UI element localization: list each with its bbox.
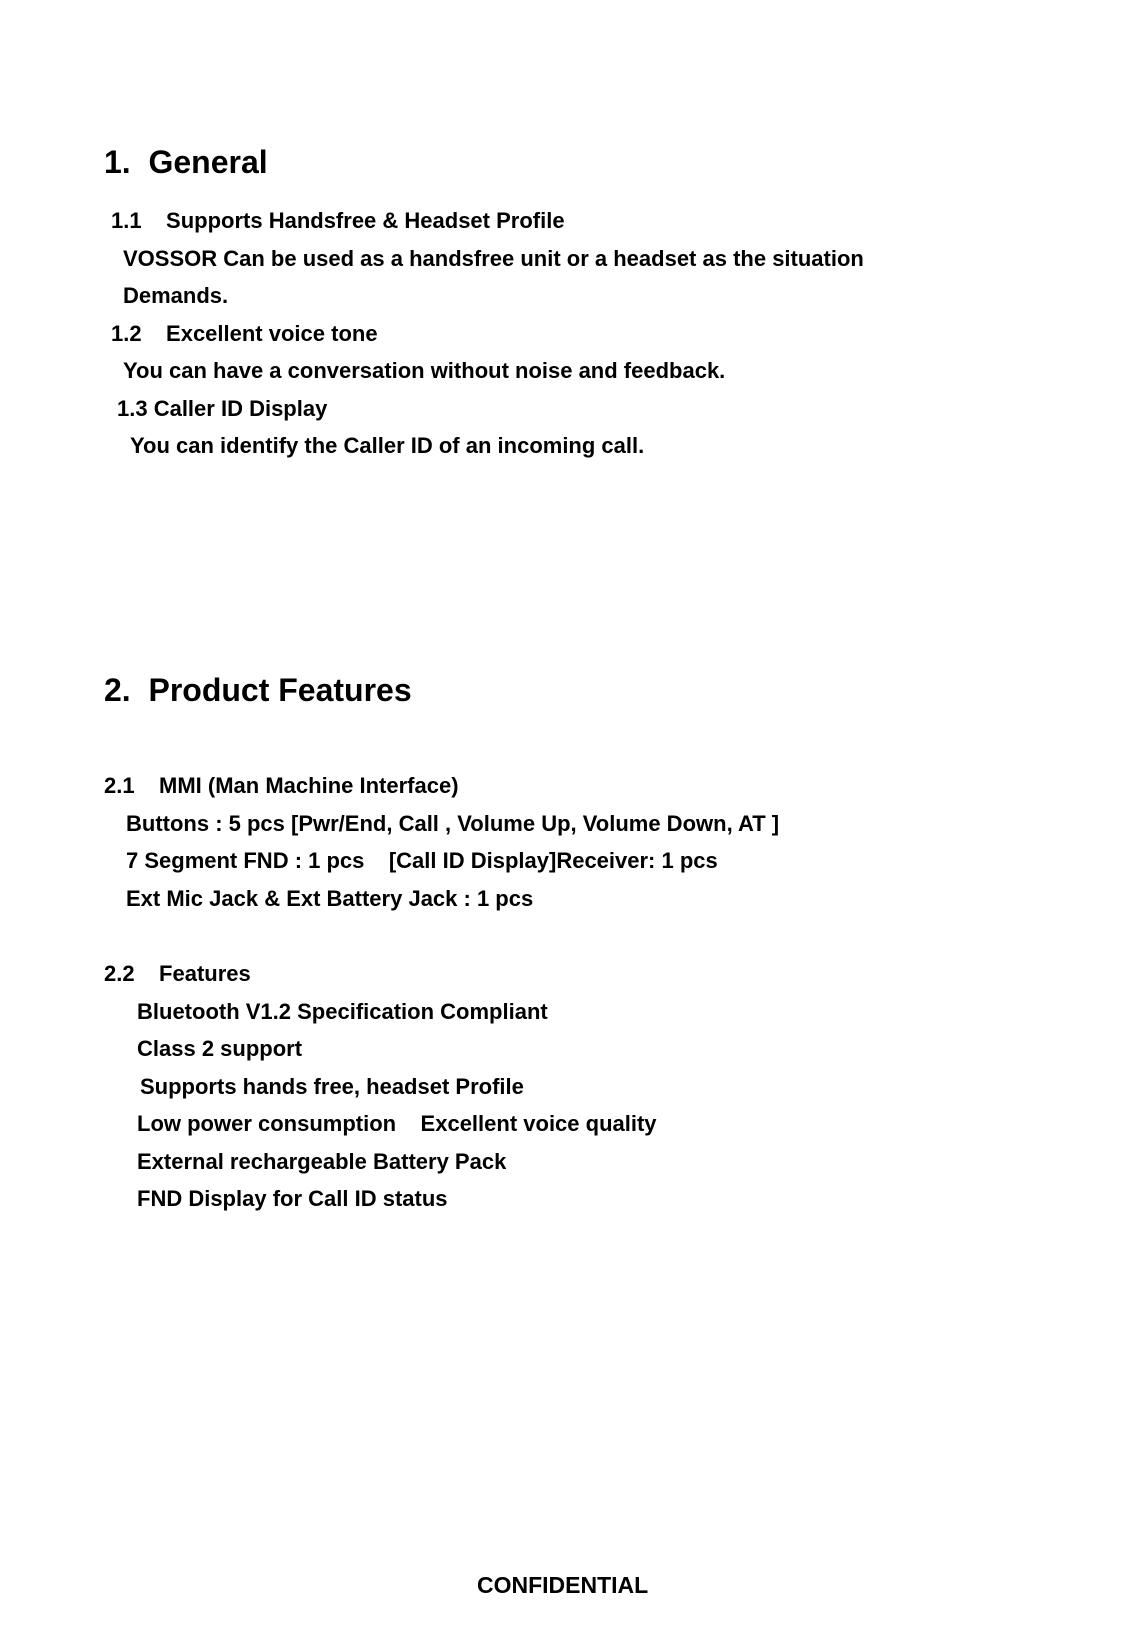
subsection-2-2-title: 2.2 Features [104, 961, 251, 986]
section-2-heading: 2. Product Features [104, 672, 412, 708]
subsection-1-1-text: Demands. [123, 283, 229, 308]
subsection-1-3-title: 1.3 Caller ID Display [117, 396, 328, 421]
subsection-1-1-text: VOSSOR Can be used as a handsfree unit or a headset as the situation [123, 246, 864, 271]
mmi-line: 7 Segment FND : 1 pcs [Call ID Display]Receiver: 1 pcs [126, 848, 718, 873]
subsection-1-2-text: You can have a conversation without noise and feedback. [123, 358, 726, 383]
feature-line: Bluetooth V1.2 Specification Compliant [137, 999, 548, 1024]
feature-line: FND Display for Call ID status [137, 1186, 448, 1211]
section-1-heading: 1. General [104, 144, 268, 180]
feature-line: External rechargeable Battery Pack [137, 1149, 507, 1174]
subsection-1-1-title: 1.1 Supports Handsfree & Headset Profile [111, 208, 565, 233]
feature-line: Class 2 support [137, 1036, 303, 1061]
subsection-1-2-title: 1.2 Excellent voice tone [111, 321, 378, 346]
feature-line: Supports hands free, headset Profile [140, 1074, 524, 1099]
mmi-line: Ext Mic Jack & Ext Battery Jack : 1 pcs [126, 886, 534, 911]
feature-line: Low power consumption Excellent voice quality [137, 1111, 657, 1136]
subsection-2-1-title: 2.1 MMI (Man Machine Interface) [104, 773, 459, 798]
mmi-line: Buttons : 5 pcs [Pwr/End, Call , Volume Up, Volume Down, AT ] [126, 811, 780, 836]
subsection-1-3-text: You can identify the Caller ID of an incoming call. [130, 433, 645, 458]
confidential-footer: CONFIDENTIAL [477, 1572, 649, 1598]
